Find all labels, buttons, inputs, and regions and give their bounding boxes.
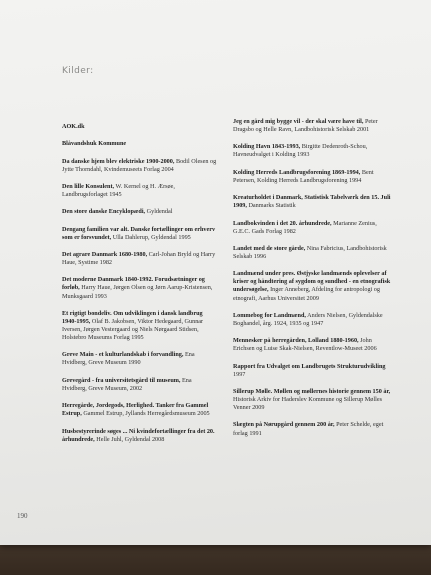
reference-entry	[233, 312, 393, 328]
reference-title: Grevegård - fra universitetsgård til museum,	[62, 376, 181, 384]
reference-title: Blåvandshuk Kommune	[62, 140, 127, 148]
reference-details: Bodil Olesen og Jytte Thorndahl, Kvindemuseets Forlag 2004	[62, 157, 217, 173]
reference-entry	[62, 158, 217, 174]
reference-title: Kreaturholdet i Danmark, Statistisk Tabelværk den 15. Juli 1909,	[233, 194, 391, 210]
reference-details: Ena Hvidberg, Greve Museum 1990	[62, 351, 195, 367]
reference-entry	[62, 402, 217, 418]
reference-entry	[233, 421, 393, 437]
reference-entry	[233, 194, 393, 210]
reference-entry	[233, 337, 393, 353]
reference-entry	[62, 251, 217, 267]
reference-entry	[62, 140, 217, 148]
reference-details: Marianne Zenius, G.E.C. Gads Forlag 1982	[233, 219, 377, 235]
reference-entry	[233, 245, 393, 261]
reference-title: Landbokvinden i det 20. århundrede,	[233, 219, 332, 227]
reference-entry	[62, 428, 217, 444]
reference-details: Inger Anneberg, Afdeling for antropologi og etnografi, Aarhus Universitet 2009	[233, 286, 380, 302]
reference-title: Mennesker på herregården, Lolland 1880-1960,	[233, 337, 359, 345]
reference-title: Husbestyrerinde søges ... Ni kvindefortællinger fra det 20. århundrede,	[62, 427, 215, 443]
reference-title: Landet med de store gårde,	[233, 244, 306, 252]
reference-entry	[233, 388, 393, 412]
reference-details: Nina Fabricius, Landbohistorisk Selskab 1996	[233, 244, 387, 260]
reference-title: Den lille Konsulent,	[62, 182, 115, 190]
reference-details: John Erichsen og Luise Skak-Nielsen, Reventlow-Museet 2006	[233, 337, 377, 353]
reference-details: Danmarks Statistik	[246, 202, 296, 210]
reference-entry	[233, 143, 393, 159]
reference-title: Den store danske Encyklopædi,	[62, 208, 146, 216]
reference-title: Sillerup Mølle. Møllen og møllernes historie gennem 150 år,	[233, 387, 391, 395]
reference-entry	[233, 118, 393, 134]
reference-details: Gammel Estrup, Jyllands Herregårdsmuseum 2005	[81, 410, 210, 418]
reference-entry	[62, 208, 217, 216]
reference-entry	[62, 183, 217, 199]
left-column-references	[62, 123, 217, 453]
reference-entry	[62, 377, 217, 393]
reference-entry	[62, 226, 217, 242]
reference-title: Herregårde, Jordegods, Herlighed. Tanker fra Gammel Estrup,	[62, 402, 209, 418]
reference-title: Jeg en gård mig bygge vil - der skal være have til,	[233, 118, 364, 125]
reference-title: Slægten på Nørupgård gennem 200 år,	[233, 421, 335, 429]
reference-entry	[62, 276, 217, 300]
reference-details: W. Kernel og H. Ærsøe, Landbrugsforlaget 1945	[62, 182, 175, 199]
reference-details: Ena Hvidberg, Greve Museum, 2002	[62, 376, 192, 392]
reference-title: Det moderne Danmark 1840-1992. Forudsætninger og forløb,	[62, 276, 205, 292]
reference-entry	[62, 123, 217, 131]
reference-details: Anders Nielsen, Gyldendalske Boghandel, årg. 1924, 1935 og 1947	[233, 311, 383, 327]
reference-title: Dengang familien var alt. Danske fortællinger om erhverv som er forsvundet,	[62, 225, 216, 241]
reference-details: Bent Petersen, Kolding Herreds Landbrugsforening 1994	[233, 168, 374, 184]
reference-title: Det agrare Danmark 1680-1980,	[62, 250, 148, 258]
reference-details: Peter Schelde, eget forlag 1991	[233, 421, 384, 437]
reference-details: Carl-Johan Bryld og Harry Haue, Systime 1982	[62, 250, 216, 267]
reference-details: Olaf B. Jakobsen, Viktor Hedegaard, Gunnar Iversen, Jørgen Vestergaard og Niels Nørgaard Stidsen, Holstebro Museums Forlag 1995	[62, 317, 204, 342]
reference-title: Lommebog for Landmænd,	[233, 311, 306, 319]
reference-title: Da danske hjem blev elektriske 1900-2000,	[62, 157, 175, 165]
reference-title: Greve Main - et kulturlandskab i forvandling,	[62, 351, 184, 359]
reference-entry	[62, 310, 217, 342]
page-number: 190	[17, 512, 28, 520]
reference-entry	[233, 363, 393, 379]
reference-entry	[233, 270, 393, 302]
page-heading: Kilder:	[62, 66, 94, 76]
reference-title: Kolding Herreds Landbrugsforening 1869-1994,	[233, 168, 361, 176]
reference-details: Historisk Arkiv for Haderslev Kommune og Sillerup Mølles Venner 2009	[233, 396, 382, 412]
reference-title: Et rigtigt bondeliv. Om udviklingen i dansk landbrug 1940-1995,	[62, 309, 203, 325]
reference-details: Helle Juhl, Gyldendal 2008	[94, 435, 165, 443]
reference-title: AOK.dk	[62, 123, 85, 130]
reference-entry	[62, 351, 217, 367]
reference-details: Gyldendal	[145, 208, 173, 216]
reference-details: 1997	[233, 370, 246, 378]
reference-title: Kolding Havn 1843-1993,	[233, 143, 301, 151]
reference-title: Landmænd under pres. Østjyske landmænds oplevelser af kriser og håndtering af sygdom og sundhed - en etnografisk undersøgelse,	[233, 270, 391, 294]
reference-details: Ulla Dahlerup, Gyldendal 1995	[111, 233, 191, 241]
reference-title: Rapport fra Udvalget om Landbrugets Strukturudvikling	[233, 362, 386, 370]
right-column-references	[233, 118, 393, 447]
reference-details: Birgitte Dedenroth-Schou, Havneudvalget i Kolding 1993	[233, 143, 368, 159]
reference-entry	[233, 220, 393, 236]
reference-details: Peter Dragsbo og Helle Ravn, Landbohistorisk Selskab 2001	[233, 118, 378, 134]
reference-details: Harry Haue, Jørgen Olsen og Jørn Aarup-Kristensen, Munksgaard 1993	[62, 284, 213, 300]
reference-entry	[233, 169, 393, 185]
